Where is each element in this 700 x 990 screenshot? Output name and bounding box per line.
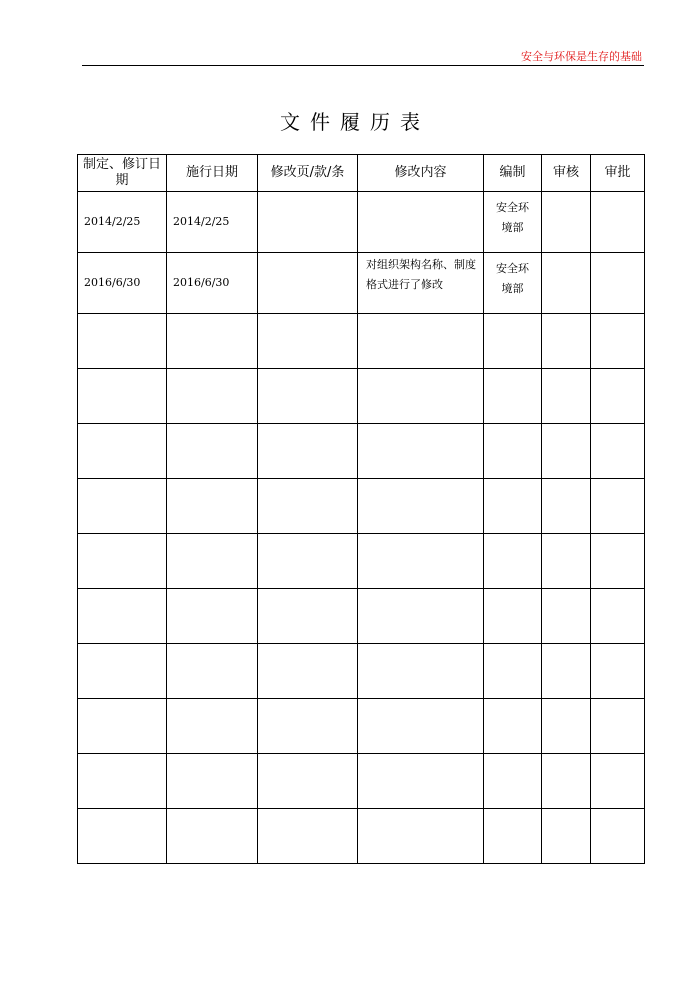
cell-compiled-by <box>484 369 542 424</box>
cell-content <box>358 192 484 253</box>
table-row-blank <box>78 589 645 644</box>
table-row-blank <box>78 369 645 424</box>
table-row-blank <box>78 809 645 864</box>
cell-revision-date <box>78 424 167 479</box>
table-row-blank <box>78 479 645 534</box>
table-row-blank <box>78 644 645 699</box>
cell-content <box>358 644 484 699</box>
cell-compiled-by <box>484 192 542 253</box>
cell-modified-section <box>258 534 358 589</box>
table-header-row <box>78 155 645 192</box>
table-row <box>78 253 645 314</box>
column-header-modified-section: 修改页/款/条 <box>258 155 358 192</box>
cell-revision-date: 2016/6/30 <box>78 253 167 314</box>
cell-content <box>358 534 484 589</box>
cell-approved-by <box>591 314 645 369</box>
cell-revision-date <box>78 369 167 424</box>
cell-modified-section <box>258 699 358 754</box>
cell-modified-section <box>258 754 358 809</box>
header-slogan: 安全与环保是生存的基础 <box>521 50 642 63</box>
cell-effective-date <box>167 479 258 534</box>
cell-reviewed-by <box>542 754 591 809</box>
table-row-blank <box>78 534 645 589</box>
document-title: 文件履历表 <box>280 110 430 134</box>
cell-reviewed-by <box>542 699 591 754</box>
cell-approved-by <box>591 534 645 589</box>
header-divider <box>82 65 644 66</box>
cell-content <box>358 479 484 534</box>
column-header-effective-date: 施行日期 <box>167 155 258 192</box>
cell-effective-date <box>167 754 258 809</box>
cell-revision-date: 2014/2/25 <box>78 192 167 253</box>
cell-approved-by <box>591 369 645 424</box>
cell-modified-section <box>258 479 358 534</box>
cell-effective-date <box>167 369 258 424</box>
cell-approved-by <box>591 424 645 479</box>
cell-effective-date <box>167 699 258 754</box>
table-row-blank <box>78 314 645 369</box>
cell-approved-by <box>591 479 645 534</box>
cell-compiled-by <box>484 424 542 479</box>
cell-reviewed-by <box>542 589 591 644</box>
cell-compiled-by <box>484 809 542 864</box>
cell-revision-date <box>78 754 167 809</box>
cell-content: 对组织架构名称、制度格式进行了修改 <box>358 253 484 314</box>
cell-revision-date <box>78 809 167 864</box>
cell-effective-date <box>167 534 258 589</box>
cell-content <box>358 754 484 809</box>
cell-revision-date <box>78 534 167 589</box>
cell-content <box>358 369 484 424</box>
cell-reviewed-by <box>542 253 591 314</box>
cell-revision-date <box>78 644 167 699</box>
cell-effective-date <box>167 424 258 479</box>
cell-content <box>358 589 484 644</box>
cell-modified-section <box>258 253 358 314</box>
cell-effective-date <box>167 589 258 644</box>
cell-modified-section <box>258 314 358 369</box>
table-row-blank <box>78 424 645 479</box>
compiled-by-text: 安全环境部 <box>496 262 529 295</box>
cell-reviewed-by <box>542 424 591 479</box>
cell-reviewed-by <box>542 479 591 534</box>
cell-compiled-by <box>484 589 542 644</box>
cell-modified-section <box>258 809 358 864</box>
table-row-blank <box>78 699 645 754</box>
compiled-by-text: 安全环境部 <box>496 201 529 234</box>
cell-effective-date: 2014/2/25 <box>167 192 258 253</box>
cell-reviewed-by <box>542 809 591 864</box>
cell-compiled-by <box>484 479 542 534</box>
cell-modified-section <box>258 192 358 253</box>
cell-effective-date <box>167 644 258 699</box>
column-header-compiled-by: 编制 <box>484 155 542 192</box>
cell-compiled-by <box>484 314 542 369</box>
cell-modified-section <box>258 424 358 479</box>
cell-revision-date <box>78 699 167 754</box>
cell-content <box>358 809 484 864</box>
cell-revision-date <box>78 314 167 369</box>
cell-approved-by <box>591 754 645 809</box>
cell-revision-date <box>78 479 167 534</box>
cell-effective-date: 2016/6/30 <box>167 253 258 314</box>
cell-modified-section <box>258 644 358 699</box>
cell-approved-by <box>591 644 645 699</box>
cell-approved-by <box>591 589 645 644</box>
revision-history-table <box>77 154 645 864</box>
column-header-reviewed-by: 审核 <box>542 155 591 192</box>
cell-compiled-by <box>484 253 542 314</box>
cell-compiled-by <box>484 699 542 754</box>
cell-reviewed-by <box>542 534 591 589</box>
cell-compiled-by <box>484 754 542 809</box>
cell-modified-section <box>258 589 358 644</box>
cell-reviewed-by <box>542 314 591 369</box>
cell-revision-date <box>78 589 167 644</box>
cell-content <box>358 699 484 754</box>
cell-approved-by <box>591 253 645 314</box>
table-row <box>78 192 645 253</box>
column-header-revision-date: 制定、修订日期 <box>78 155 167 192</box>
cell-reviewed-by <box>542 644 591 699</box>
cell-reviewed-by <box>542 369 591 424</box>
cell-compiled-by <box>484 644 542 699</box>
cell-modified-section <box>258 369 358 424</box>
table-row-blank <box>78 754 645 809</box>
cell-content <box>358 314 484 369</box>
cell-approved-by <box>591 699 645 754</box>
cell-effective-date <box>167 809 258 864</box>
cell-content <box>358 424 484 479</box>
cell-compiled-by <box>484 534 542 589</box>
cell-reviewed-by <box>542 192 591 253</box>
column-header-approved-by: 审批 <box>591 155 645 192</box>
cell-effective-date <box>167 314 258 369</box>
cell-approved-by <box>591 809 645 864</box>
column-header-content: 修改内容 <box>358 155 484 192</box>
cell-approved-by <box>591 192 645 253</box>
